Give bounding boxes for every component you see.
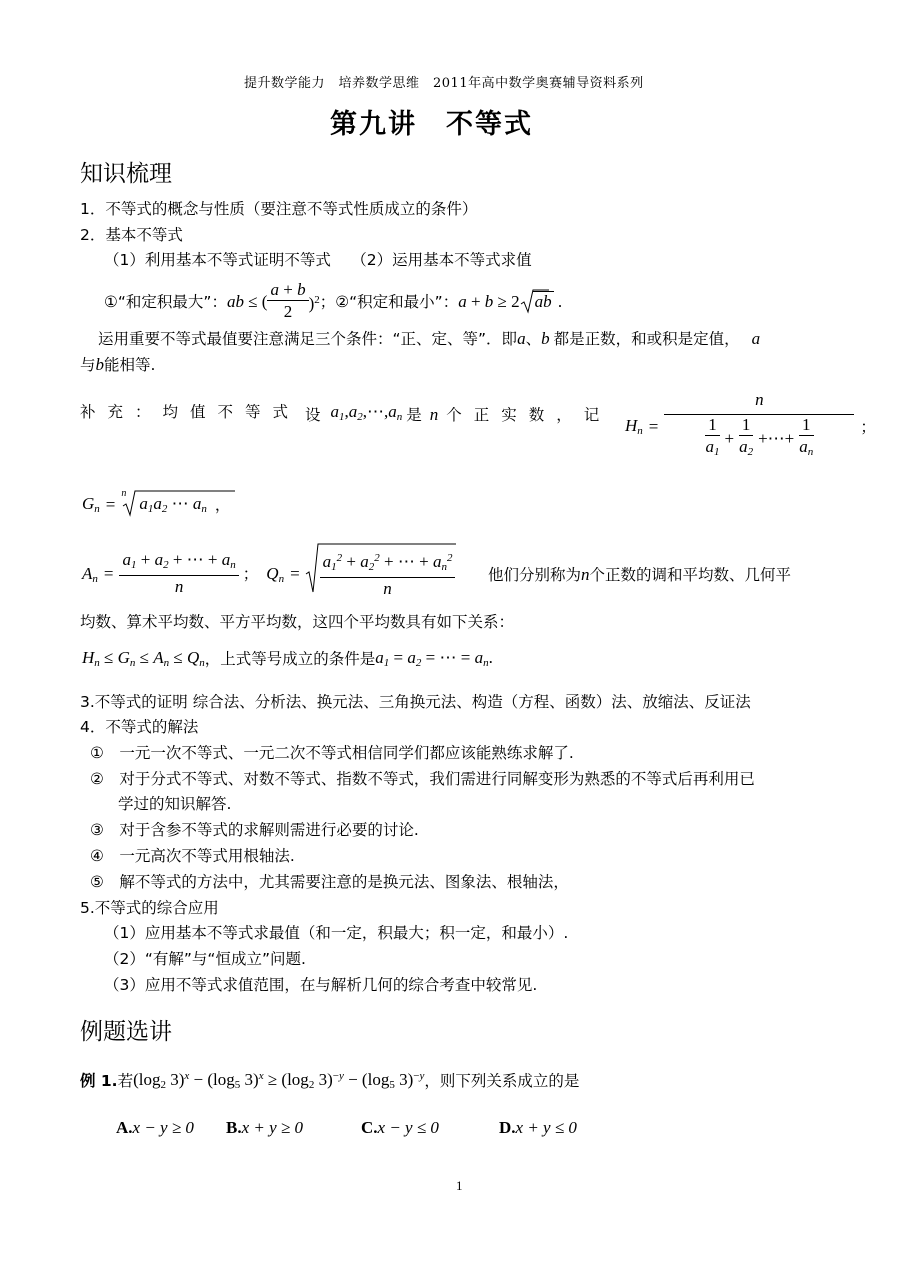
item-4: 4．不等式的解法 [80,718,199,736]
choice-a: A.x − y ≥ 0 [116,1118,194,1137]
section-heading-knowledge: 知识梳理 [80,161,172,187]
case-2-label: ；②“积定和最小”： [319,292,459,311]
formula-am-gm-product: ab [226,291,244,311]
item-5-3: （3）应用不等式求值范围，在与解析几何的综合考查中较常见. [104,976,538,994]
example-1-question: 例 1. 若 ($\log_2$ $3)^x - (\log_5$ $3)^x \ge (\log_2$ $3)^{-y} - (\log_5$ 3)$^{-y}$ ，则下列关系成立的是 [80,1066,579,1095]
formula-am-gm-sum: a + b ≥ 2 [458,291,520,311]
section-heading-examples: 例题选讲 [80,1019,172,1045]
supplement-definition: 设 $a_1,a_2,\cdots,a_n$ 是 n 个正实数，记 [305,402,612,424]
supplement-label: 补充：均值不等式 [80,403,301,421]
item-4-1: ① 一元一次不等式、一元二次不等式相信同学们都应该能熟练求解了. [90,744,574,762]
page-title: 第九讲 不等式 [330,109,533,140]
item-4-2-cont: 学过的知识解答. [118,795,232,813]
item-5-2: （2）“有解”与“恒成立”问题. [104,950,306,968]
item-4-2: ② 对于分式不等式、对数不等式、指数不等式，我们需进行同解变形为熟悉的不等式后再利用已 [90,770,755,788]
sqrt-ab: ab [521,292,554,312]
item-4-4: ④ 一元高次不等式用根轴法. [90,847,295,865]
means-description-line-2: 均数、算术平均数、平方平均数，这四个平均数具有如下关系： [80,613,515,631]
choice-d: D.x + y ≤ 0 [499,1118,577,1137]
case-1-label: ①“和定积最大”： [104,292,227,311]
note-line-2: 与b能相等. [80,355,156,374]
note-line-1: 运用重要不等式最值要注意满足三个条件：“正、定、等”．即a、b 都是正数，和或积是定值， a [98,329,761,348]
item-2: 2．基本不等式 [80,226,183,244]
basic-inequality-line: ①“和定积最大”： ab ≤ ( $\frac{a + b}{2}$ )$^2$ ；②“积定和最小”： a + b ≥ 2 ab . [104,280,563,321]
item-2-sub: （1）利用基本不等式证明不等式 （2）运用基本不等式求值 [104,251,532,269]
choice-c: C.x − y ≤ 0 [361,1118,439,1137]
fraction-half-sum: $\frac{a + b}{2}$ [267,280,308,323]
page-header: 提升数学能力 培养数学思维 2011年高中数学奥赛辅导资料系列 [244,76,644,91]
mean-inequality-chain: $H_n \le G_n \le A_n \le Q_n$ ，上式等号成立的条件是 $a_1 = a_2$ = ⋯ = $a_n$. [82,648,493,669]
item-1: 1．不等式的概念与性质（要注意不等式性质成立的条件） [80,200,478,218]
example-1-choices [116,1118,609,1138]
page-number: 1 [456,1178,463,1193]
geometric-mean-formula: $G_n$ = n $a_1a_2$ ⋯ $a_n$ ， [82,494,230,515]
means-description-line-1: 他们分别称为n个正数的调和平均数、几何平 [488,565,792,584]
example-1-label: 例 1. [80,1071,118,1090]
harmonic-mean-formula: $H_n$ = n $\frac{1}{a_1}$ + $\frac{1}{a_2}$ +⋯+ $\frac{1}{a_n}$ ； [625,390,876,458]
radical-sign-icon [123,491,137,517]
item-3: 3.不等式的证明 综合法、分析法、换元法、三角换元法、构造（方程、函数）法、放缩法、反证法 [80,693,751,711]
radical-sign-icon [306,544,320,594]
item-4-3: ③ 对于含参不等式的求解则需进行必要的讨论. [90,821,419,839]
item-5-1: （1）应用基本不等式求最值（和一定，积最大；积一定，和最小）. [104,924,569,942]
example-1-inequality: ($\log_2$ $3)^x - (\log_5$ $3)^x \ge (\log_2$ $3)^{-y} - (\log_5$ 3)$^{-y}$ [133,1070,425,1091]
choice-b: B.x + y ≥ 0 [226,1118,303,1137]
item-4-5: ⑤ 解不等式的方法中，尤其需要注意的是换元法、图象法、根轴法， [90,873,569,891]
radical-sign-icon [521,290,535,314]
arithmetic-quadratic-mean-formulas: $A_n$ = $\frac{a_1 + a_2 + \cdots + a_n}{n}$ ； $Q_n$ = $\frac{a_1^2 + a_2^2 + \cdots + a_n^2}{n}$ [82,548,455,600]
item-5: 5.不等式的综合应用 [80,899,219,917]
